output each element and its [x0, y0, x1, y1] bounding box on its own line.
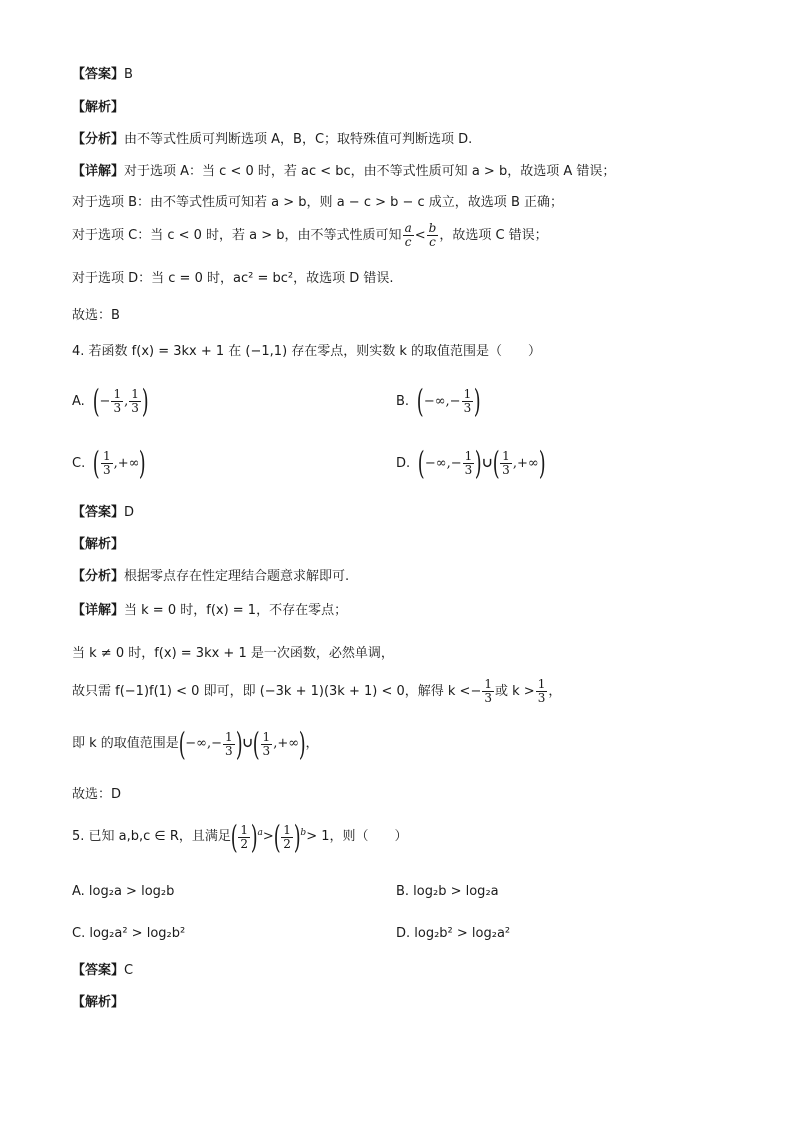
- l4-suffix: ，: [305, 736, 319, 751]
- q5-stem-prefix: 5. 已知 a,b,c ∈ R，且满足: [72, 829, 231, 844]
- q4-jiexi: 【解析】: [72, 537, 125, 552]
- q5-stem: 5. 已知 a,b,c ∈ R，且满足 ( $\frac{1}{2}$ ) a > ( $\frac{1}{2}$ ) b > 1，则（ ）: [72, 818, 408, 856]
- answer-tag: 【答案】: [72, 67, 125, 82]
- option-d-label: D.: [396, 455, 411, 471]
- q5-jiexi: 【解析】: [72, 995, 125, 1010]
- fenxi-text: 根据零点存在性定理结合题意求解即可.: [124, 569, 350, 584]
- q4-stem: 4. 若函数 f(x) = 3kx + 1 在 (−1,1) 存在零点，则实数 k 的取值范围是（ ）: [72, 344, 542, 359]
- l3-middle: 或 k >: [495, 683, 535, 699]
- fenxi-tag: 【分析】: [72, 132, 125, 147]
- xiangjie-tag: 【详解】: [72, 164, 125, 179]
- q5-answer: [72, 962, 133, 980]
- q3-answer: [72, 66, 133, 84]
- q4-conclusion: 故选：D: [72, 787, 122, 802]
- q4-option-a: A. ( − $\frac{1}{3}$ , $\frac{1}{3}$ ): [72, 382, 149, 420]
- q5-option-a: A. log₂a > log₂b: [72, 884, 175, 899]
- q4-option-d: D. ( −∞,− $\frac{1}{3}$ ) ∪ ( $\frac{1}{3}$ ,+∞ ): [396, 444, 546, 482]
- l3-prefix: 故只需 f(−1)f(1) < 0 即可，即 (−3k + 1)(3k + 1) < 0，解得 k <: [72, 683, 471, 699]
- l4-prefix: 即 k 的取值范围是: [72, 736, 179, 751]
- c-line-suffix: ，故选项 C 错误；: [439, 227, 548, 243]
- detail-line-4: 即 k 的取值范围是 ( −∞,− $\frac{1}{3}$ ) ∪ ( $\frac{1}{3}$ ,+∞ ) ，: [72, 725, 319, 763]
- q3-conclusion: 故选：B: [72, 308, 120, 323]
- option-b-label: B.: [396, 393, 410, 409]
- option-c-label: C.: [72, 455, 86, 471]
- fraction-b-over-c: $\frac{b}{c}$: [428, 221, 437, 249]
- answer-tag: 【答案】: [72, 505, 125, 520]
- option-b-analysis: 对于选项 B：由不等式性质可知若 a > b，则 a − c > b − c 成立，故选项 B 正确；: [72, 195, 563, 210]
- answer-value: B: [124, 67, 133, 82]
- q4-xiangjie-1: [72, 602, 347, 620]
- fenxi-tag: 【分析】: [72, 569, 125, 584]
- option-a-label: A.: [72, 393, 85, 409]
- l3-suffix: ，: [548, 683, 562, 699]
- detail-line-1: 当 k = 0 时，f(x) = 1，不存在零点；: [124, 603, 348, 618]
- option-a-analysis: 对于选项 A：当 c < 0 时，若 ac < bc，由不等式性质可知 a > b，故选项 A 错误；: [124, 164, 616, 179]
- q3-fenxi: [72, 131, 472, 149]
- c-line-prefix: 对于选项 C：当 c < 0 时，若 a > b，由不等式性质可知: [72, 227, 402, 243]
- detail-line-2: 当 k ≠ 0 时，f(x) = 3kx + 1 是一次函数，必然单调，: [72, 646, 394, 661]
- q5-option-d: D. log₂b² > log₂a²: [396, 926, 511, 941]
- fraction-a-over-c: $\frac{a}{c}$: [404, 221, 412, 249]
- q4-option-b: B. ( −∞,− $\frac{1}{3}$ ): [396, 382, 481, 420]
- q5-stem-suffix: > 1，则（ ）: [306, 829, 408, 844]
- option-d-analysis: 对于选项 D：当 c = 0 时，ac² = bc²，故选项 D 错误.: [72, 271, 394, 286]
- answer-value: D: [124, 505, 135, 520]
- q4-answer: [72, 504, 134, 522]
- q5-option-b: B. log₂b > log₂a: [396, 884, 499, 899]
- answer-value: C: [124, 963, 134, 978]
- q5-option-c: C. log₂a² > log₂b²: [72, 926, 186, 941]
- q3-jiexi: 【解析】: [72, 100, 125, 115]
- q4-fenxi: [72, 568, 349, 586]
- fenxi-text: 由不等式性质可判断选项 A，B，C；取特殊值可判断选项 D.: [124, 132, 473, 147]
- xiangjie-tag: 【详解】: [72, 603, 125, 618]
- q4-option-c: C. ( $\frac{1}{3}$ ,+∞ ): [72, 444, 147, 482]
- option-c-analysis: 对于选项 C：当 c < 0 时，若 a > b，由不等式性质可知 $\frac{a}{c}$ < $\frac{b}{c}$ ，故选项 C 错误；: [72, 221, 548, 249]
- detail-line-3: 故只需 f(−1)f(1) < 0 即可，即 (−3k + 1)(3k + 1) < 0，解得 k < − $\frac{1}{3}$ 或 k > $\frac{1}{3}$ ，: [72, 677, 562, 705]
- answer-tag: 【答案】: [72, 963, 125, 978]
- q3-xiangjie-a: [72, 163, 615, 181]
